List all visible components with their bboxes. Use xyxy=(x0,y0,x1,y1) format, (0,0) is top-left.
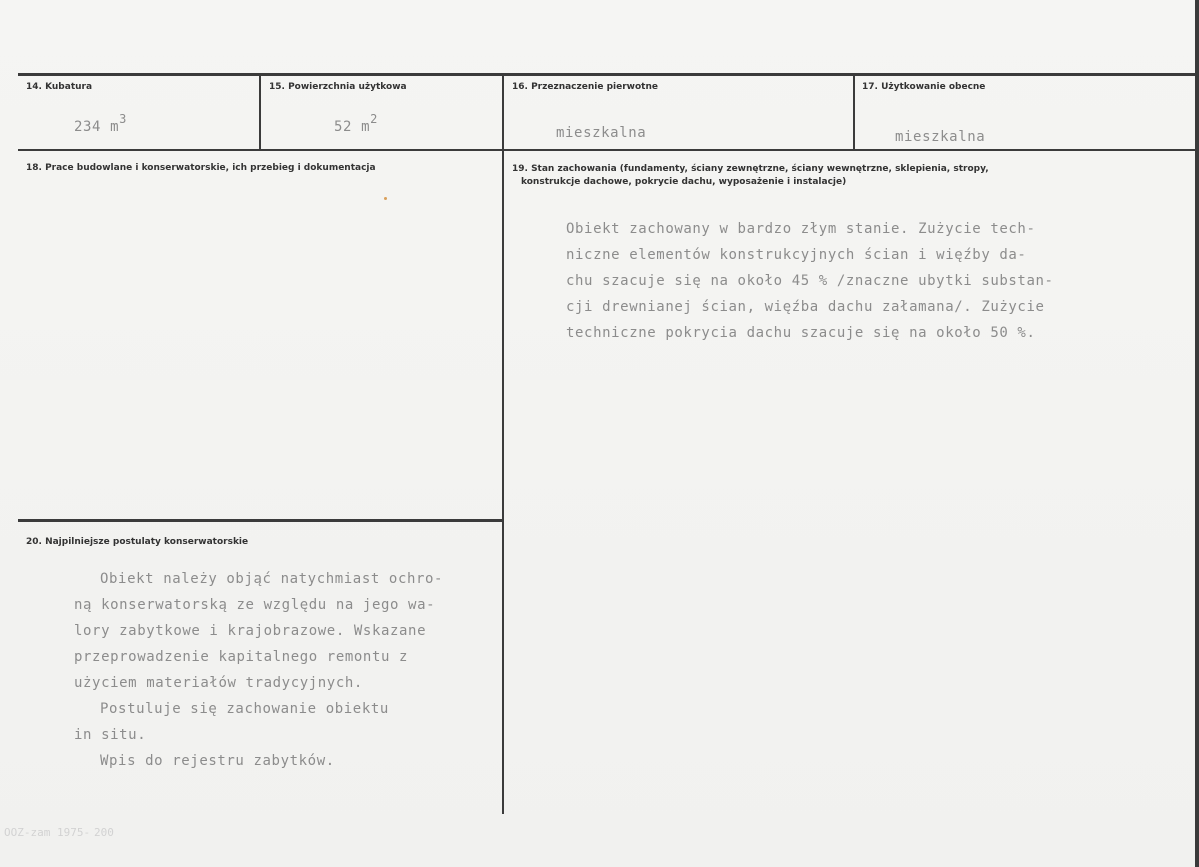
condition-line: niczne elementów konstrukcyjnych ścian i więźby da- xyxy=(566,247,1027,263)
postulate-line: Wpis do rejestru zabytków. xyxy=(100,753,335,769)
footer-print-code: OOZ-zam 1975- xyxy=(4,826,91,839)
postulate-line: przeprowadzenie kapitalnego remontu z xyxy=(74,649,409,665)
postulate-line: Obiekt należy objąć natychmiast ochro- xyxy=(100,571,444,587)
footer-print-quantity: 200 xyxy=(94,826,114,839)
row1-rule xyxy=(18,149,1197,151)
field-20-label: 20. Najpilniejsze postulaty konserwatorskie xyxy=(26,537,249,547)
ink-speck xyxy=(384,197,387,200)
condition-line: Obiekt zachowany w bardzo złym stanie. Zużycie tech- xyxy=(566,221,1036,237)
divider-14-15 xyxy=(259,76,261,150)
field-16-label: 16. Przeznaczenie pierwotne xyxy=(512,82,658,92)
divider-15-16 xyxy=(502,76,504,814)
postulate-line: lory zabytkowe i krajobrazowe. Wskazane xyxy=(74,623,427,639)
field-17-value: mieszkalna xyxy=(895,129,986,145)
field-19-label-line2: konstrukcje dachowe, pokrycie dachu, wyposażenie i instalacje) xyxy=(521,177,847,187)
postulate-line: in situ. xyxy=(74,727,147,743)
condition-line: cji drewnianej ścian, więźba dachu załamana/. Zużycie xyxy=(566,299,1045,315)
field-14-label: 14. Kubatura xyxy=(26,82,93,92)
area-unit-exponent: 2 xyxy=(370,112,378,126)
field-14-value xyxy=(74,114,127,140)
postulate-line: Postuluje się zachowanie obiektu xyxy=(100,701,389,717)
area-value: 52 m xyxy=(334,119,371,135)
card-edge xyxy=(1195,0,1199,867)
field-20-text xyxy=(74,566,443,774)
field-19-label-line1: 19. Stan zachowania (fundamenty, ściany zewnętrzne, ściany wewnętrzne, sklepienia, stropy, xyxy=(512,164,989,174)
field-18-label: 18. Prace budowlane i konserwatorskie, ich przebieg i dokumentacja xyxy=(26,163,376,173)
cubature-value: 234 m xyxy=(74,119,120,135)
field-15-label: 15. Powierzchnia użytkowa xyxy=(269,82,407,92)
postulate-line: ną konserwatorską ze względu na jego wa- xyxy=(74,597,436,613)
divider-16-17 xyxy=(853,76,855,150)
cubature-unit-exponent: 3 xyxy=(119,112,127,126)
condition-line: chu szacuje się na około 45 % /znaczne ubytki substan- xyxy=(566,273,1054,289)
field-16-value: mieszkalna xyxy=(556,125,647,141)
field-15-value xyxy=(334,114,378,140)
postulate-line: użyciem materiałów tradycyjnych. xyxy=(74,675,363,691)
field-17-label: 17. Użytkowanie obecne xyxy=(862,82,986,92)
section-20-rule xyxy=(18,519,502,522)
field-19-text xyxy=(566,216,1054,346)
condition-line: techniczne pokrycia dachu szacuje się na około 50 %. xyxy=(566,325,1036,341)
top-rule xyxy=(18,73,1197,76)
